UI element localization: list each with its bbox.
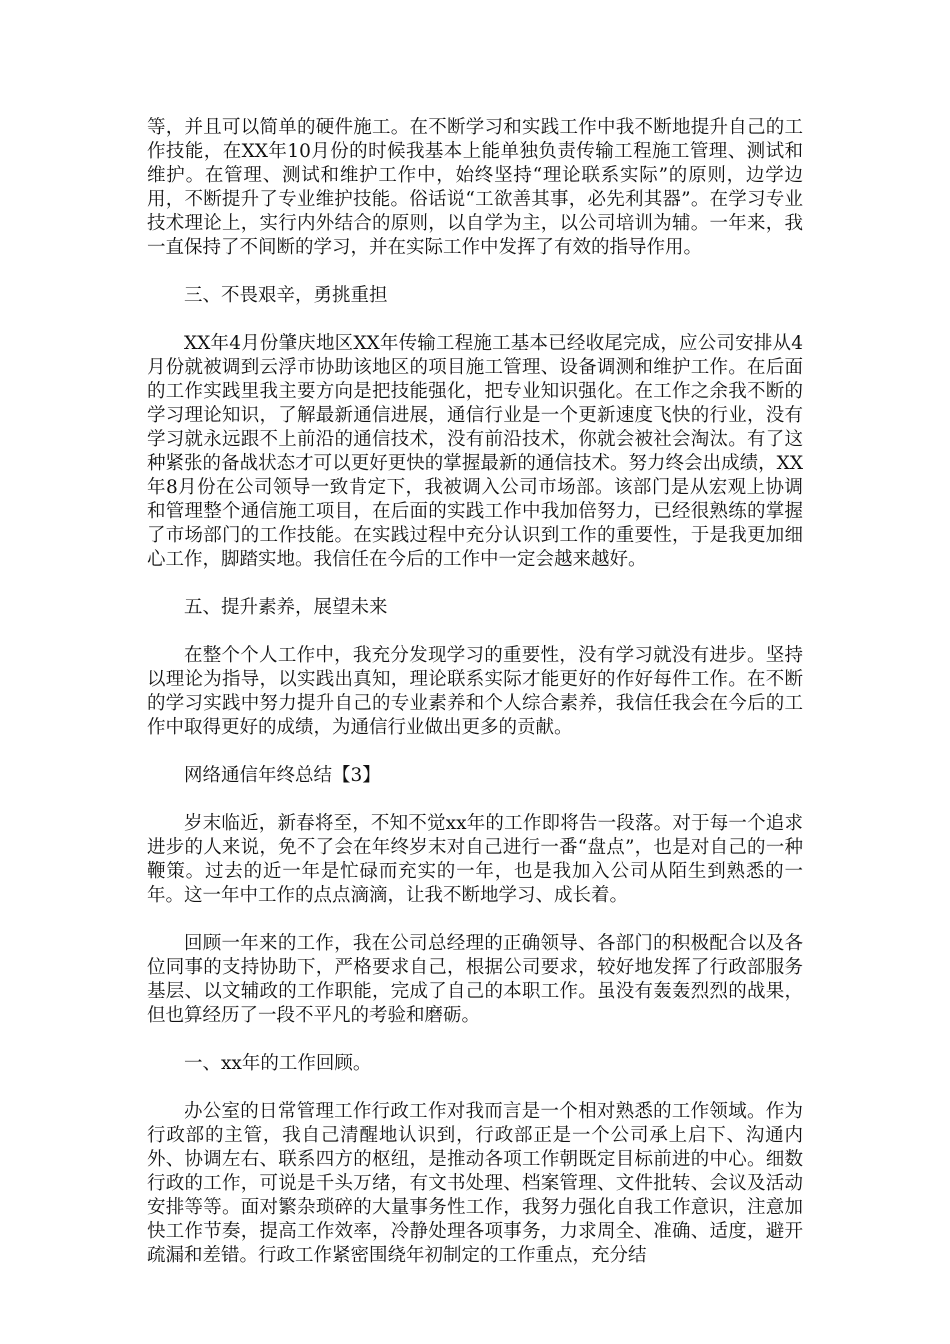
paragraph-intro-continuation: 等，并且可以简单的硬件施工。在不断学习和实践工作中我不断地提升自己的工作技能，在XX年10月份的时候我基本上能单独负责传输工程施工管理、测试和维护。在管理、测试和维护工作中，始终坚持“理论联系实际”的原则，边学边用，不断提升了专业维护技能。俗话说“工欲善其事，必先利其器”。在学习专业技术理论上，实行内外结合的原则，以自学为主，以公司培训为辅。一年来，我一直保持了不间断的学习，并在实际工作中发挥了有效的指导作用。 xyxy=(147,117,803,258)
paragraph-year-review: 回顾一年来的工作，我在公司总经理的正确领导、各部门的积极配合以及各位同事的支持协助下，严格要求自己，根据公司要求，较好地发挥了行政部服务基层、以文辅政的工作职能，完成了自己的本职工作。虽没有轰轰烈烈的战果，但也算经历了一段不平凡的考验和磨砺。 xyxy=(147,933,803,1026)
section-heading-work-review: 一、xx年的工作回顾。 xyxy=(184,1053,372,1074)
paragraph-section-5-body: 在整个个人工作中，我充分发现学习的重要性，没有学习就没有进步。坚持以理论为指导，以实践出真知，理论联系实际才能更好的作好每件工作。在不断的学习实践中努力提升自己的专业素养和个人综合素养，我信任我会在今后的工作中取得更好的成绩，为通信行业做出更多的贡献。 xyxy=(147,645,803,738)
document-page xyxy=(147,116,803,1268)
section-heading-5: 五、提升素养，展望未来 xyxy=(184,597,388,618)
paragraph-year-end-intro: 岁末临近，新春将至，不知不觉xx年的工作即将告一段落。对于每一个追求进步的人来说，免不了会在年终岁末对自己进行一番“盘点”，也是对自己的一种鞭策。过去的近一年是忙碌而充实的一年，也是我加入公司从陌生到熟悉的一年。这一年中工作的点点滴滴，让我不断地学习、成长着。 xyxy=(147,813,803,906)
paragraph-office-management: 办公室的日常管理工作行政工作对我而言是一个相对熟悉的工作领域。作为行政部的主管，我自己清醒地认识到，行政部正是一个公司承上启下、沟通内外、协调左右、联系四方的枢纽，是推动各项工作朝既定目标前进的中心。细数行政的工作，可说是千头万绪，有文书处理、档案管理、文件批转、会议及活动安排等等。面对繁杂琐碎的大量事务性工作，我努力强化自我工作意识，注意加快工作节奏，提高工作效率，冷静处理各项事务，力求周全、准确、适度，避开疏漏和差错。行政工作紧密围绕年初制定的工作重点，充分结 xyxy=(147,1101,803,1266)
document-title-summary-3: 网络通信年终总结【3】 xyxy=(184,765,381,786)
paragraph-section-3-body: XX年4月份肇庆地区XX年传输工程施工基本已经收尾完成，应公司安排从4月份就被调到云浮市协助该地区的项目施工管理、设备调测和维护工作。在后面的工作实践里我主要方向是把技能强化，把专业知识强化。在工作之余我不断的学习理论知识，了解最新通信进展，通信行业是一个更新速度飞快的行业，没有学习就永远跟不上前沿的通信技术，没有前沿技术，你就会被社会淘汰。有了这种紧张的备战状态才可以更好更快的掌握最新的通信技术。努力终会出成绩，XX年8月份在公司领导一致肯定下，我被调入公司市场部。该部门是从宏观上协调和管理整个通信施工项目，在后面的实践工作中我加倍努力，已经很熟练的掌握了市场部门的工作技能。在实践过程中充分认识到工作的重要性，于是我更加细心工作，脚踏实地。我信任在今后的工作中一定会越来越好。 xyxy=(147,333,803,570)
section-heading-3: 三、不畏艰辛，勇挑重担 xyxy=(184,285,388,306)
